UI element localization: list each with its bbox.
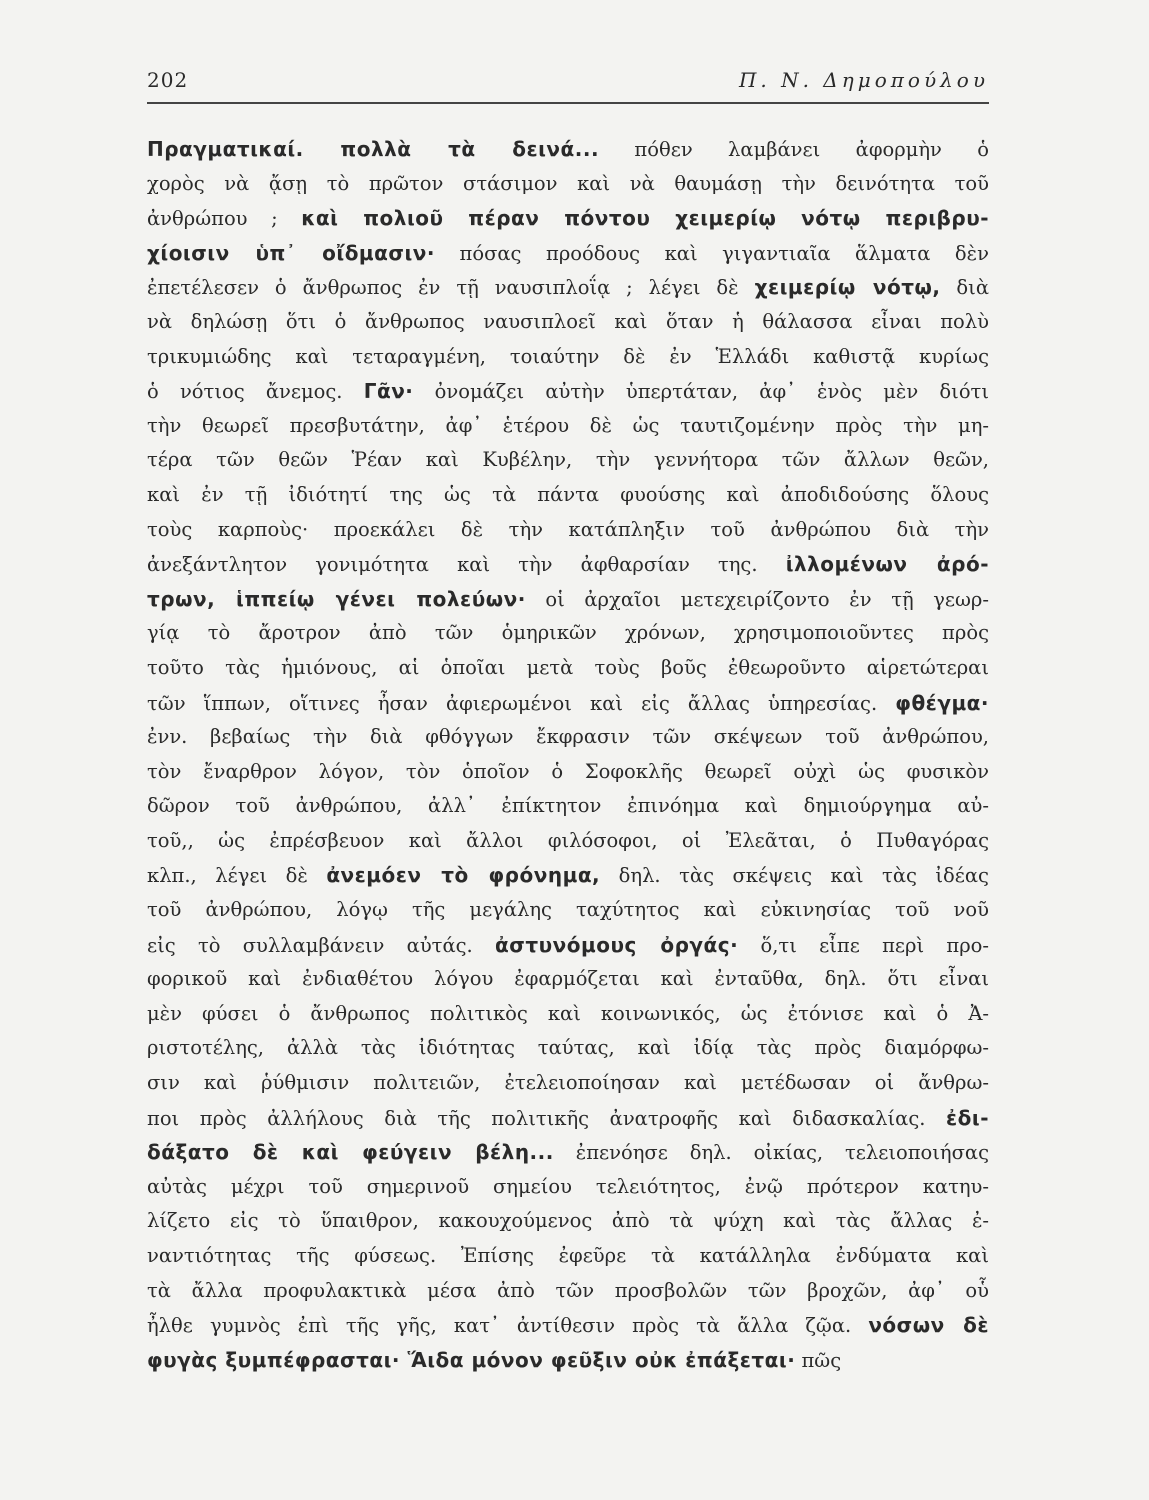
commentary-text: εἰς τὸ συλλαμβάνειν αὐτάς. [147,933,496,957]
text-line [147,1308,989,1343]
commentary-text: δηλ. τὰς σκέψεις καὶ τὰς ἰδέας [600,864,989,888]
text-line [147,167,989,202]
text-line [147,1170,989,1205]
text-line [147,858,989,893]
text-line [147,1204,989,1239]
commentary-text: τὸν ἔναρθρον λόγον, τὸν ὁποῖον ὁ Σοφοκλῆς θεωρεῖ οὐχὶ ὡς φυσικὸν [147,759,989,783]
commentary-text: μὲν φύσει ὁ ἄνθρωπος πολιτικὸς καὶ κοινωνικός, ὡς ἐτόνισε καὶ ὁ Ἀ- [147,1001,989,1025]
text-line [147,305,989,340]
text-line [147,1239,989,1274]
commentary-text: ὀνομάζει αὐτὴν ὑπερτάταν, ἀφ᾽ ἑνὸς μὲν διότι [413,380,989,404]
commentary-text: ποι πρὸς ἀλλήλους διὰ τῆς πολιτικῆς ἀνατροφῆς καὶ διδασκαλίας. [147,1106,947,1130]
commentary-text: πόσας προόδους καὶ γιγαντιαῖα ἅλματα δὲν [434,241,989,265]
text-line [147,443,989,478]
commentary-text: χορὸς νὰ ᾄσῃ τὸ πρῶτον στάσιμον καὶ νὰ θαυμάσῃ τὴν δεινότητα τοῦ [147,171,989,195]
text-line [147,513,989,548]
page-header [147,68,989,104]
text-line [147,270,989,305]
commentary-text: καὶ ἐν τῇ ἰδιότητί της ὡς τὰ πάντα φυούσης καὶ ἀποδιδούσης ὅλους [147,482,989,506]
text-line [147,478,989,513]
text-line [147,720,989,755]
text-line [147,1101,989,1136]
commentary-text: σιν καὶ ῥύθμισιν πολιτειῶν, ἐτελειοποίησαν καὶ μετέδωσαν οἱ ἄνθρω- [147,1071,989,1095]
commentary-text: πόθεν λαμβάνει ἀφορμὴν ὁ [599,138,989,161]
text-line [147,236,989,271]
bold-quotation: νόσων δὲ [868,1313,989,1338]
text-line [147,1135,989,1170]
bold-quotation: καὶ πολιοῦ πέραν πόντου χειμερίῳ νότῳ περιβρυ- [301,206,989,231]
text-line [147,1031,989,1066]
text-line [147,582,989,617]
commentary-text: ριστοτέλης, ἀλλὰ τὰς ἰδιότητας ταύτας, καὶ ἰδίᾳ τὰς πρὸς διαμόρφω- [147,1036,989,1060]
commentary-text: δῶρον τοῦ ἀνθρώπου, ἀλλ᾽ ἐπίκτητον ἐπινόημα καὶ δημιούργημα αὐ- [147,794,989,818]
commentary-text: νὰ δηλώσῃ ὅτι ὁ ἄνθρωπος ναυσιπλοεῖ καὶ ὅταν ἡ θάλασσα εἶναι πολὺ [147,309,989,333]
commentary-text: οἱ ἀρχαῖοι μετεχειρίζοντο ἐν τῇ γεωρ- [525,587,989,611]
commentary-text: ὁ νότιος ἄνεμος. [147,380,364,404]
commentary-text: τοὺς καρποὺς· προεκάλει δὲ τὴν κατάπληξιν τοῦ ἀνθρώπου διὰ τὴν [147,517,989,541]
commentary-text: ἀνθρώπου ; [147,207,302,231]
commentary-text: ἐπενόησε δηλ. οἰκίας, τελειοποιήσας [553,1141,989,1165]
commentary-text: φορικοῦ καὶ ἐνδιαθέτου λόγου ἐφαρμόζεται καὶ ἐνταῦθα, δηλ. ὅτι εἶναι [147,967,989,991]
text-line [147,962,989,997]
commentary-text: πῶς [795,1348,842,1372]
text-line [147,1343,989,1378]
commentary-text: ἐπετέλεσεν ὁ ἄνθρωπος ἐν τῇ ναυσιπλοΐᾳ ; λέγει δὲ [147,276,755,300]
running-head: Π. Ν. Δημοπούλου [738,68,989,92]
text-line [147,1066,989,1101]
bold-quotation: ἀνεμόεν τὸ φρόνημα, [326,863,601,888]
text-line [147,651,989,686]
text-line [147,1274,989,1309]
bold-quotation: τρων, ἱππείῳ γένει πολεύων· [147,586,526,611]
commentary-text: τὰ ἄλλα προφυλακτικὰ μέσα ἀπὸ τῶν προσβολῶν τῶν βροχῶν, ἀφ᾽ οὗ [147,1278,989,1302]
commentary-text: ὅ,τι εἶπε περὶ προ- [738,933,989,957]
text-line [147,755,989,790]
bold-quotation: Γᾶν· [363,379,414,404]
commentary-text: τέρα τῶν θεῶν Ῥέαν καὶ Κυβέλην, τὴν γεννήτορα τῶν ἄλλων θεῶν, [147,448,989,472]
bold-quotation: χίοισιν ὑπ᾽ οἴδμασιν· [147,240,435,265]
text-line [147,201,989,236]
bold-quotation: ἰλλομένων ἀρό- [785,552,989,577]
bold-quotation: δάξατο δὲ καὶ φεύγειν βέλη... [147,1140,554,1165]
commentary-text: τοῦ,, ὡς ἐπρέσβευον καὶ ἄλλοι φιλόσοφοι, οἱ Ἐλεᾶται, ὁ Πυθαγόρας [147,828,989,852]
text-line [147,686,989,721]
text-line [147,789,989,824]
bold-quotation: ἀστυνόμους ὀργάς· [495,932,739,957]
commentary-text: ἀνεξάντλητον γονιμότητα καὶ τὴν ἀφθαρσίαν της. [147,553,786,577]
commentary-text: αὐτὰς μέχρι τοῦ σημερινοῦ σημείου τελειότητος, ἐνῷ πρότερον κατηυ- [147,1174,989,1198]
commentary-text: ναντιότητας τῆς φύσεως. Ἐπίσης ἐφεῦρε τὰ κατάλληλα ἐνδύματα καὶ [147,1244,989,1267]
commentary-text: ἐνν. βεβαίως τὴν διὰ φθόγγων ἔκφρασιν τῶν σκέψεων τοῦ ἀνθρώπου, [147,725,989,749]
commentary-text: τὴν θεωρεῖ πρεσβυτάτην, ἀφ᾽ ἑτέρου δὲ ὡς ταυτιζομένην πρὸς τὴν μη- [147,413,989,437]
page-number: 202 [147,68,189,92]
text-line [147,824,989,859]
text-line [147,374,989,409]
bold-quotation: ἐδι- [946,1105,989,1130]
body-text [147,132,989,1377]
commentary-text: λίζετο εἰς τὸ ὕπαιθρον, κακουχούμενος ἀπὸ τὰ ψύχη καὶ τὰς ἄλλας ἐ- [147,1209,989,1233]
text-line [147,409,989,444]
text-line [147,547,989,582]
bold-quotation: χειμερίῳ νότῳ, [754,275,941,300]
commentary-text: γίᾳ τὸ ἄροτρον ἀπὸ τῶν ὁμηρικῶν χρόνων, χρησιμοποιοῦντες πρὸς [147,621,989,645]
bold-quotation: φυγὰς ξυμπέφρασται· Ἅιδα μόνον φεῦξιν οὐκ ἐπάξεται· [147,1347,796,1372]
commentary-text: τοῦτο τὰς ἡμιόνους, αἱ ὁποῖαι μετὰ τοὺς βοῦς ἐθεωροῦντο αἱρετώτεραι [147,655,989,679]
bold-quotation: φθέγμα· [895,690,989,715]
commentary-text: διὰ [940,276,989,300]
commentary-text: τοῦ ἀνθρώπου, λόγῳ τῆς μεγάλης ταχύτητος καὶ εὐκινησίας τοῦ νοῦ [147,898,989,922]
text-line [147,132,989,167]
text-line [147,997,989,1032]
text-line [147,616,989,651]
commentary-text: τῶν ἵππων, οἵτινες ἦσαν ἀφιερωμένοι καὶ εἰς ἄλλας ὑπηρεσίας. [147,691,896,715]
text-line [147,928,989,963]
commentary-text: κλπ., λέγει δὲ [147,864,327,888]
text-line [147,340,989,375]
commentary-text: ἦλθε γυμνὸς ἐπὶ τῆς γῆς, κατ᾽ ἀντίθεσιν πρὸς τὰ ἄλλα ζῷα. [147,1314,869,1338]
commentary-text: τρικυμιώδης καὶ τεταραγμένη, τοιαύτην δὲ ἐν Ἑλλάδι καθιστᾷ κυρίως [147,344,989,368]
text-line [147,893,989,928]
bold-quotation: Πραγματικαί. πολλὰ τὰ δεινά... [147,137,600,161]
